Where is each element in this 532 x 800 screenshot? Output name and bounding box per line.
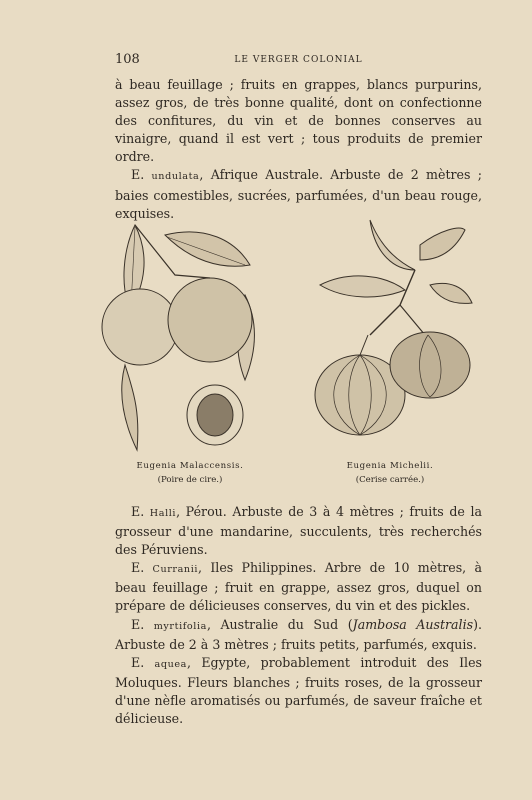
intro-paragraph: à beau feuillage ; fruits en grappes, blancs purpurins, assez gros, de très bonne qualité, dont on confectionne des confitures, du vin et de bonnes conserves au vinaigre, quand il est vert ; tous produits de premier ordre. (115, 77, 482, 165)
species-name: myrtifolia (153, 620, 207, 632)
figure-name: Eugenia Michelii. (346, 461, 434, 471)
species-name: Halli (149, 508, 177, 519)
figure-common-name: (Poire de cire.) (157, 474, 223, 485)
intro-text (115, 76, 482, 223)
caption-right (310, 460, 470, 487)
genus: E. (131, 654, 155, 670)
genus: E. (131, 504, 150, 519)
entry-halli (115, 503, 482, 559)
figure-name: Eugenia Malaccensis. (136, 461, 244, 471)
entry-text: , Iles Philippines. Arbre de 10 mètres, à beau feuillage ; fruit en grappe, assez gros, duquel on prépare de délicieuses conserves, du vin et des pickles. (115, 560, 482, 614)
running-title: LE VERGER COLONIAL (234, 55, 363, 65)
figure-common-name: (Cerise carrée.) (355, 474, 425, 485)
caption-left (110, 460, 270, 487)
genus: E. (131, 616, 154, 632)
entry-text: , Afrique Australe. Arbuste de 2 mètres ; baies comestibles, sucrées, parfumées, d'un beau rouge, exquises. (115, 167, 483, 221)
page-header (115, 52, 482, 70)
entry-curranii (115, 559, 482, 615)
figure-captions (110, 460, 482, 494)
eugenia-michelii-illustration (300, 215, 490, 455)
entry-myrtifolia (115, 616, 482, 654)
genus: E. (131, 560, 153, 576)
genus: E. (131, 167, 152, 183)
species-name: aquea (154, 658, 187, 670)
entry-aquea (115, 654, 482, 728)
entries-text (115, 503, 482, 728)
eugenia-malaccensis-illustration (95, 215, 275, 455)
synonym-name: Jambosa Australis (352, 616, 474, 632)
entry-text: ). Arbuste de 2 à 3 mètres ; fruits petits, parfumés, exquis. (115, 616, 483, 652)
illustrations (95, 215, 495, 455)
species-name: undulata (151, 171, 200, 183)
entry-text: , Australie du Sud ( (206, 616, 353, 632)
entry-text: , Egypte, probablement introduit des Iles Moluques. Fleurs blanches ; fruits roses, de la grosseur d'une nèfle aromatisés ou parfumés, de saveur fraîche et délicieuse. (115, 654, 482, 727)
page-number: 108 (115, 52, 140, 67)
entry-text: , Pérou. Arbuste de 3 à 4 mètres ; fruits de la grosseur d'une mandarine, succulents, très recherchés des Péruviens. (115, 504, 482, 558)
species-name: Curranii (152, 564, 199, 576)
